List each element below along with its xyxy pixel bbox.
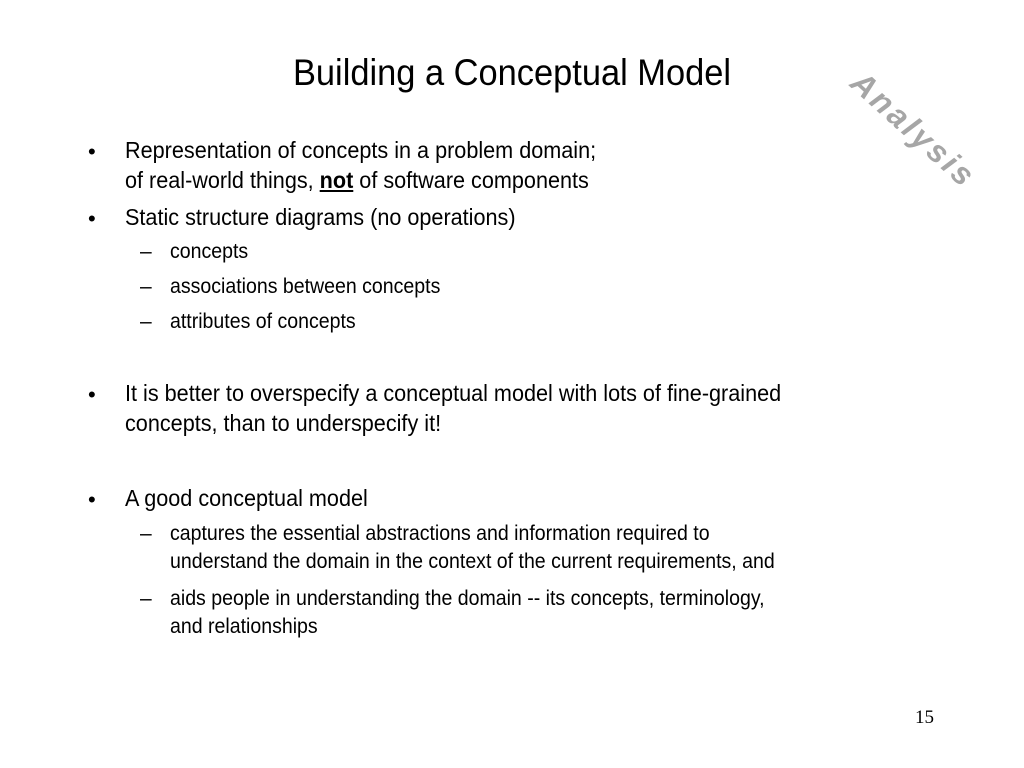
- analysis-watermark: Analysis: [843, 64, 984, 195]
- bullet-1-line-2-after: of software components: [353, 167, 589, 193]
- bullet-4-sub-2-line-2: and relationships: [170, 615, 318, 638]
- dash-marker: –: [140, 240, 152, 263]
- not-emphasis: not: [319, 167, 354, 193]
- bullet-marker: •: [88, 382, 96, 407]
- dash-marker: –: [140, 275, 152, 298]
- bullet-2-sub-2: associations between concepts: [170, 275, 441, 298]
- dash-marker: –: [140, 522, 152, 545]
- bullet-marker: •: [88, 139, 96, 164]
- dash-marker: –: [140, 310, 152, 333]
- bullet-3-line-2: concepts, than to underspecify it!: [125, 410, 442, 436]
- bullet-2-sub-3: attributes of concepts: [170, 310, 356, 333]
- bullet-2-sub-1: concepts: [170, 240, 249, 263]
- bullet-4-sub-2-line-1: aids people in understanding the domain -- its concepts, terminology,: [170, 587, 765, 610]
- bullet-marker: •: [88, 206, 96, 231]
- bullet-1-line-2: [125, 167, 589, 194]
- bullet-3-line-1: It is better to overspecify a conceptual model with lots of fine-grained: [125, 380, 782, 406]
- bullet-marker: •: [88, 487, 96, 512]
- bullet-4-sub-1-line-1: captures the essential abstractions and information required to: [170, 522, 710, 545]
- slide-title: Building a Conceptual Model: [292, 52, 732, 93]
- dash-marker: –: [140, 587, 152, 610]
- bullet-2-text: Static structure diagrams (no operations): [125, 204, 516, 230]
- bullet-1-line-1: Representation of concepts in a problem domain;: [125, 137, 597, 163]
- bullet-4-sub-1-line-2: understand the domain in the context of the current requirements, and: [170, 550, 775, 573]
- page-number: 15: [915, 707, 934, 728]
- bullet-4-text: A good conceptual model: [125, 485, 368, 511]
- bullet-1-line-2-before: of real-world things,: [125, 167, 320, 193]
